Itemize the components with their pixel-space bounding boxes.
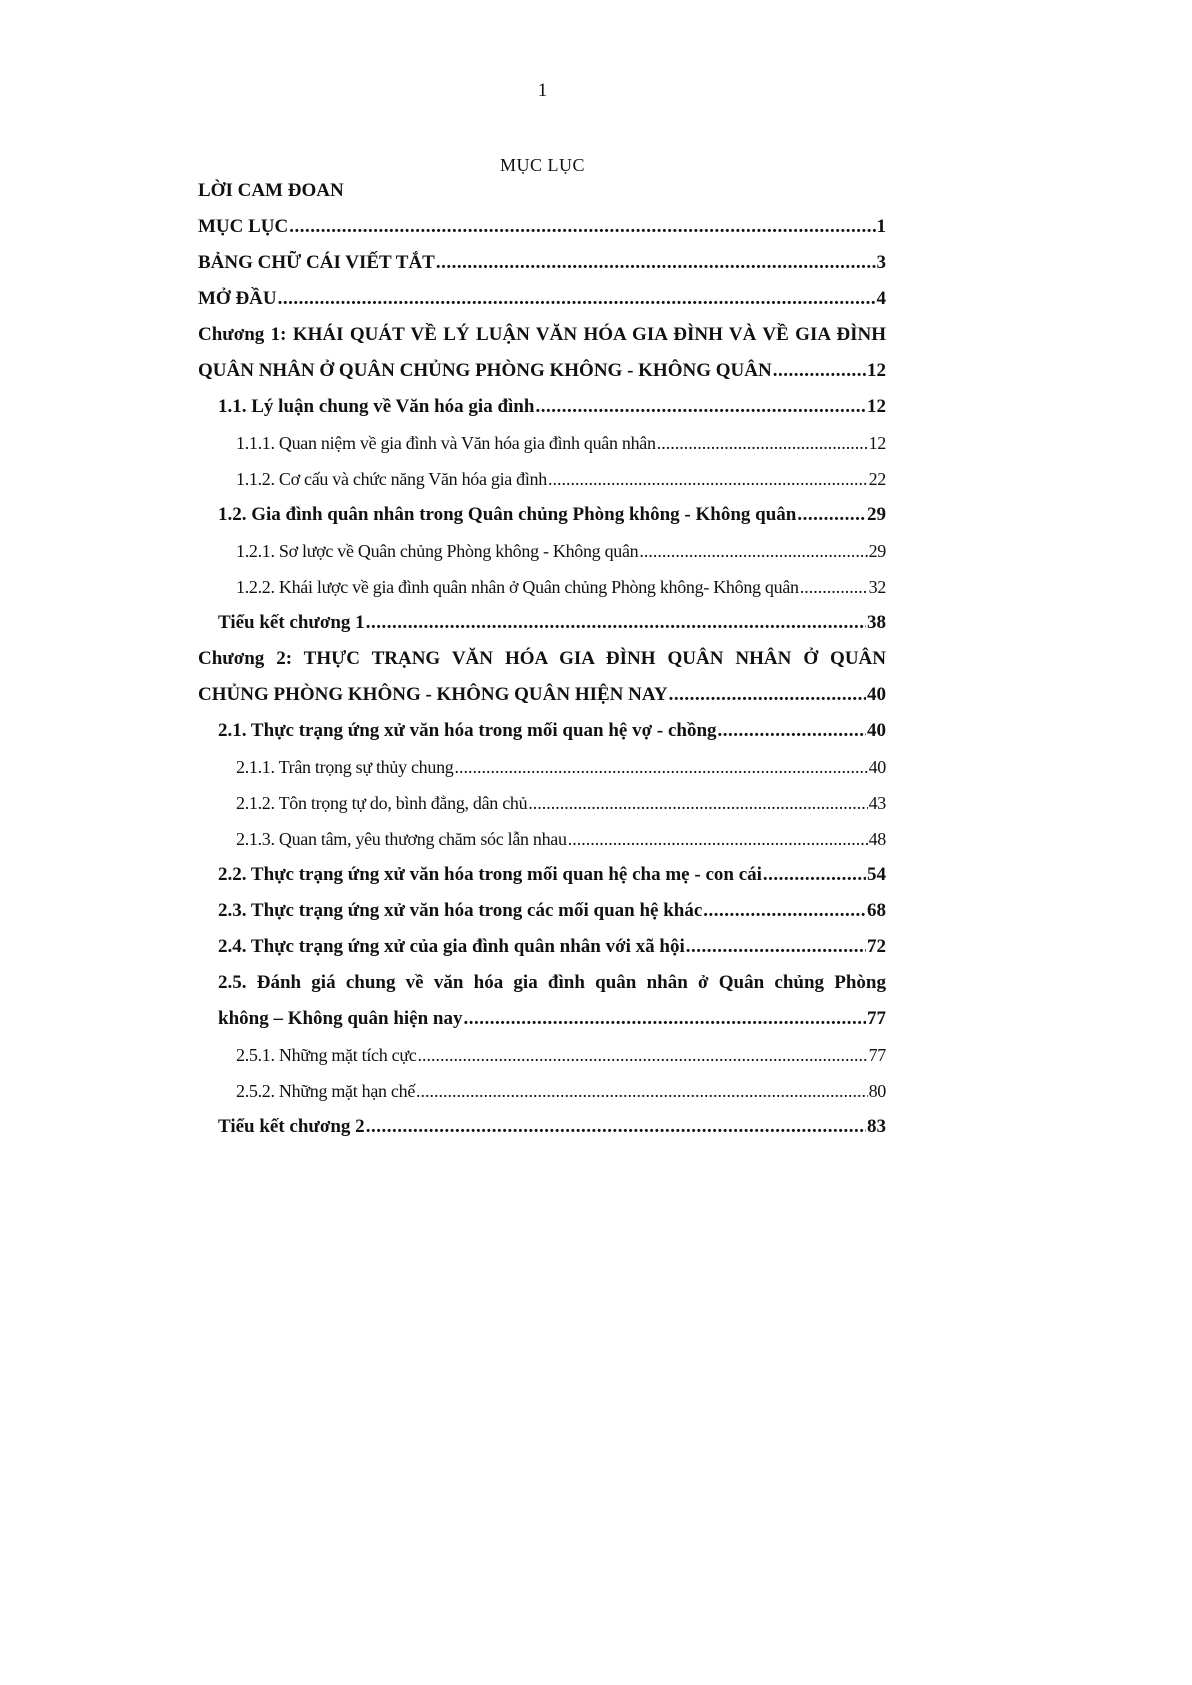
dot-leader <box>416 1073 868 1109</box>
dot-leader <box>657 425 868 461</box>
dot-leader <box>454 749 867 785</box>
dot-leader <box>463 1001 866 1037</box>
toc-entry-summary-2[interactable] <box>198 1109 886 1145</box>
toc-entry-text: 1.1.1. Quan niệm về gia đình và Văn hóa gia đình quân nhân <box>236 433 656 453</box>
toc-entry-2-5-2[interactable] <box>198 1073 886 1109</box>
dot-leader <box>718 713 866 749</box>
toc-entry-summary-1[interactable] <box>198 605 886 641</box>
toc-entry-2-5-1[interactable] <box>198 1037 886 1073</box>
dot-leader <box>417 1037 867 1073</box>
toc-entry-text: 2.5. Đánh giá chung về văn hóa gia đình quân nhân ở Quân chủng Phòng <box>218 972 886 993</box>
toc-entry-chapter-2[interactable] <box>198 641 886 677</box>
toc-entry-text: Chương 1: KHÁI QUÁT VỀ LÝ LUẬN VĂN HÓA GIA ĐÌNH VÀ VỀ GIA ĐÌNH <box>198 324 886 345</box>
toc-entry-2-1-2[interactable] <box>198 785 886 821</box>
toc-entry-1-1[interactable] <box>198 389 886 425</box>
toc-entry-2-1[interactable] <box>198 713 886 749</box>
toc-entry-page: 38 <box>867 612 886 633</box>
toc-entry-page: 40 <box>868 757 886 777</box>
toc-entry-text: 1.2.1. Sơ lược về Quân chủng Phòng không - Không quân <box>236 541 639 561</box>
dot-leader <box>289 209 875 245</box>
dot-leader <box>800 569 868 605</box>
toc-entry-muc-luc[interactable] <box>198 209 886 245</box>
toc-entry-text: 2.5.2. Những mặt hạn chế <box>236 1081 416 1101</box>
toc-entry-page: 43 <box>868 793 886 813</box>
dot-leader <box>436 245 876 281</box>
toc-entry-page: 29 <box>868 541 886 561</box>
toc-entry-page: 3 <box>876 252 886 273</box>
dot-leader <box>528 785 867 821</box>
toc-title: MỤC LỤC <box>499 155 585 175</box>
toc-entry-text: 2.2. Thực trạng ứng xử văn hóa trong mối quan hệ cha mẹ - con cái <box>218 864 762 885</box>
dot-leader <box>535 389 866 425</box>
toc-entry-2-5[interactable] <box>198 965 886 1001</box>
dot-leader <box>703 893 866 929</box>
toc-entry-page: 12 <box>867 396 886 417</box>
toc-entry-text: 1.2. Gia đình quân nhân trong Quân chủng Phòng không - Không quân <box>218 504 797 525</box>
toc-entry-page: 22 <box>868 469 886 489</box>
toc-entry-text: LỜI CAM ĐOAN <box>198 180 344 201</box>
toc-entry-1-2[interactable] <box>198 497 886 533</box>
table-of-contents <box>198 173 886 1145</box>
toc-entry-page: 80 <box>868 1081 886 1101</box>
toc-entry-2-5-cont[interactable] <box>198 1001 886 1037</box>
toc-entry-chapter-1-cont[interactable] <box>198 353 886 389</box>
toc-entry-1-2-2[interactable] <box>198 569 886 605</box>
dot-leader <box>548 461 868 497</box>
toc-entry-text: không – Không quân hiện nay <box>218 1008 463 1029</box>
dot-leader <box>639 533 867 569</box>
toc-entry-text: 2.1.2. Tôn trọng tự do, bình đẳng, dân chủ <box>236 793 528 813</box>
toc-entry-text: 1.1.2. Cơ cấu và chức năng Văn hóa gia đình <box>236 469 547 489</box>
toc-entry-text: 2.1. Thực trạng ứng xử văn hóa trong mối quan hệ vợ - chồng <box>218 720 717 741</box>
toc-entry-1-2-1[interactable] <box>198 533 886 569</box>
toc-entry-page: 40 <box>867 684 886 705</box>
toc-entry-page: 54 <box>867 864 886 885</box>
toc-entry-text: 2.1.1. Trân trọng sự thủy chung <box>236 757 454 777</box>
toc-entry-page: 77 <box>868 1045 886 1065</box>
dot-leader <box>686 929 866 965</box>
toc-entry-text: BẢNG CHỮ CÁI VIẾT TẮT <box>198 252 435 273</box>
toc-entry-page: 83 <box>867 1116 886 1137</box>
toc-entry-text: 1.2.2. Khái lược về gia đình quân nhân ở Quân chủng Phòng không- Không quân <box>236 577 799 597</box>
toc-entry-page: 40 <box>867 720 886 741</box>
toc-entry-text: MỤC LỤC <box>198 216 289 237</box>
toc-entry-2-2[interactable] <box>198 857 886 893</box>
toc-entry-2-1-3[interactable] <box>198 821 886 857</box>
dot-leader <box>669 677 866 713</box>
toc-entry-text: 2.5.1. Những mặt tích cực <box>236 1045 417 1065</box>
dot-leader <box>278 281 876 317</box>
toc-entry-page: 29 <box>867 504 886 525</box>
toc-entry-text: Tiểu kết chương 1 <box>218 612 365 633</box>
toc-entry-text: QUÂN NHÂN Ở QUÂN CHỦNG PHÒNG KHÔNG - KHÔNG QUÂN <box>198 360 772 381</box>
dot-leader <box>763 857 866 893</box>
dot-leader <box>797 497 866 533</box>
toc-entry-text: 2.3. Thực trạng ứng xử văn hóa trong các mối quan hệ khác <box>218 900 703 921</box>
toc-entry-text: CHỦNG PHÒNG KHÔNG - KHÔNG QUÂN HIỆN NAY <box>198 684 668 705</box>
toc-entry-abbreviations[interactable] <box>198 245 886 281</box>
toc-entry-text: MỞ ĐẦU <box>198 288 277 309</box>
toc-entry-text: 2.1.3. Quan tâm, yêu thương chăm sóc lẫn nhau <box>236 829 567 849</box>
toc-entry-1-1-2[interactable] <box>198 461 886 497</box>
toc-entry-2-4[interactable] <box>198 929 886 965</box>
toc-entry-chapter-2-cont[interactable] <box>198 677 886 713</box>
toc-entry-introduction[interactable] <box>198 281 886 317</box>
toc-entry-2-1-1[interactable] <box>198 749 886 785</box>
toc-entry-page: 32 <box>868 577 886 597</box>
toc-entry-page: 12 <box>867 360 886 381</box>
toc-entry-1-1-1[interactable] <box>198 425 886 461</box>
toc-entry-page: 4 <box>876 288 886 309</box>
dot-leader <box>773 353 866 389</box>
toc-entry-loi-cam-doan[interactable] <box>198 173 886 209</box>
dot-leader <box>568 821 868 857</box>
toc-entry-text: 1.1. Lý luận chung về Văn hóa gia đình <box>218 396 535 417</box>
toc-entry-page: 12 <box>868 433 886 453</box>
toc-entry-text: 2.4. Thực trạng ứng xử của gia đình quân nhân với xã hội <box>218 936 685 957</box>
toc-entry-page: 68 <box>867 900 886 921</box>
toc-entry-text: Tiểu kết chương 2 <box>218 1116 365 1137</box>
toc-entry-text: Chương 2: THỰC TRẠNG VĂN HÓA GIA ĐÌNH QUÂN NHÂN Ở QUÂN <box>198 648 886 669</box>
dot-leader <box>366 1109 866 1145</box>
toc-entry-page: 1 <box>876 216 886 237</box>
dot-leader <box>366 605 866 641</box>
toc-entry-2-3[interactable] <box>198 893 886 929</box>
toc-entry-page: 72 <box>867 936 886 957</box>
toc-entry-chapter-1[interactable] <box>198 317 886 353</box>
toc-entry-page: 48 <box>868 829 886 849</box>
page-number: 1 <box>537 80 548 101</box>
toc-entry-page: 77 <box>867 1008 886 1029</box>
